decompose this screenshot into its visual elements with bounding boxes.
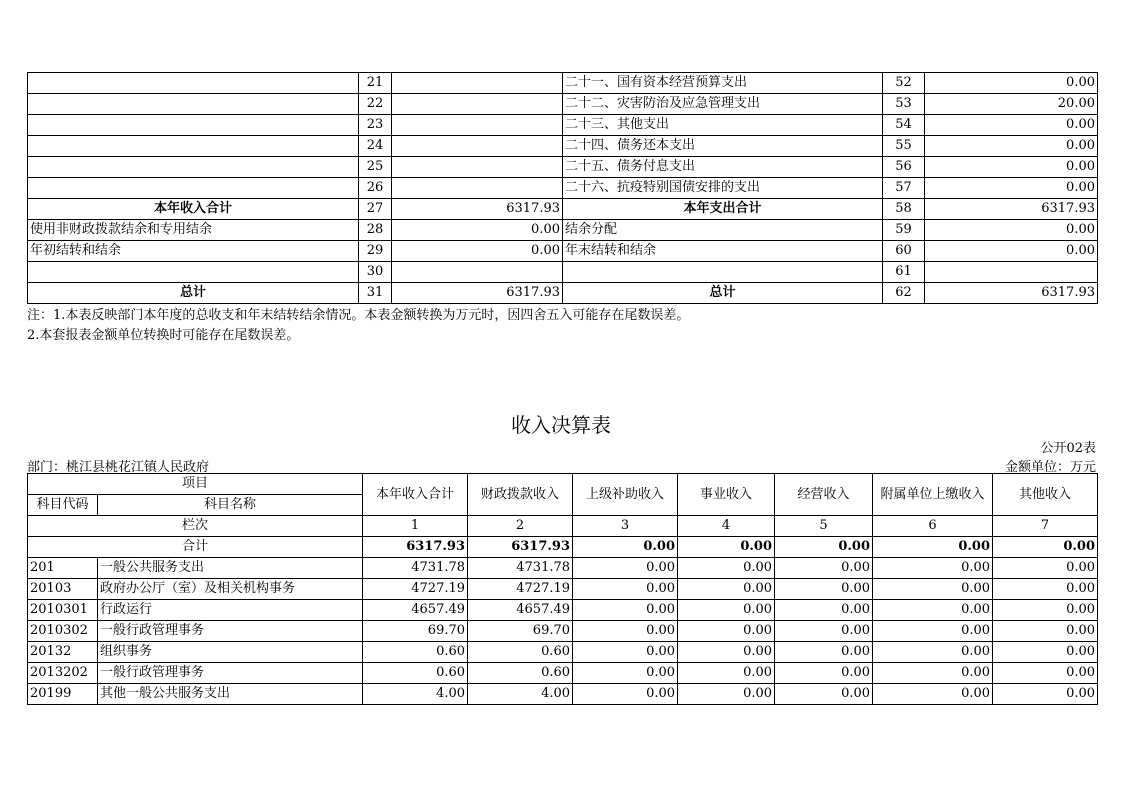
header-operating-income: 经营收入 [775,474,873,516]
expense-item-label: 二十五、债务付息支出 [563,157,883,178]
expense-amount: 20.00 [925,94,1098,115]
income-value: 0.00 [573,579,678,600]
income-table-body [28,558,1098,705]
note-line-2: 2.本套报表金额单位转换时可能存在尾数误差。 [27,328,300,343]
income-value: 0.00 [873,684,993,705]
header-business-income: 事业收入 [678,474,775,516]
col-number: 7 [993,516,1098,537]
income-value: 0.00 [775,642,873,663]
expense-amount: 0.00 [925,115,1098,136]
expense-line-number: 60 [883,241,925,262]
header-other-income: 其他收入 [993,474,1098,516]
income-value: 4.00 [363,684,468,705]
income-row [28,579,1098,600]
subject-code: 2010302 [28,621,98,642]
income-value: 0.00 [678,663,775,684]
expense-amount [925,262,1098,283]
summary-row [28,157,1098,178]
income-amount [392,136,563,157]
expense-amount: 0.00 [925,241,1098,262]
expense-amount: 6317.93 [925,283,1098,304]
subject-name: 一般行政管理事务 [98,621,363,642]
form-number: 公开02表 [1040,441,1096,456]
income-value: 0.00 [993,663,1098,684]
column-number-row [28,516,1098,537]
header-row-1 [28,474,1098,495]
income-value: 0.00 [873,600,993,621]
income-value: 0.00 [573,558,678,579]
subject-name: 一般公共服务支出 [98,558,363,579]
expense-item-label [563,262,883,283]
income-amount [392,94,563,115]
income-table [27,473,1098,705]
col-number: 2 [468,516,573,537]
expense-line-number: 62 [883,283,925,304]
summary-row [28,283,1098,304]
subject-name: 其他一般公共服务支出 [98,684,363,705]
income-line-number: 21 [359,73,392,94]
total-value: 6317.93 [363,537,468,558]
income-item-label: 总计 [28,283,359,304]
income-line-number: 23 [359,115,392,136]
total-value: 0.00 [993,537,1098,558]
income-value: 4731.78 [468,558,573,579]
total-value: 0.00 [775,537,873,558]
income-value: 0.60 [363,642,468,663]
total-value: 0.00 [678,537,775,558]
income-value: 0.00 [678,579,775,600]
summary-row [28,220,1098,241]
summary-row [28,199,1098,220]
expense-item-label: 二十四、债务还本支出 [563,136,883,157]
subject-name: 行政运行 [98,600,363,621]
income-value: 0.00 [993,684,1098,705]
header-item: 项目 [28,474,363,495]
income-line-number: 26 [359,178,392,199]
income-item-label [28,262,359,283]
header-code: 科目代码 [28,495,98,516]
income-row [28,642,1098,663]
expense-amount: 6317.93 [925,199,1098,220]
expense-item-label: 结余分配 [563,220,883,241]
income-value: 0.00 [873,642,993,663]
income-item-label [28,157,359,178]
header-fiscal-income: 财政拨款收入 [468,474,573,516]
income-value: 0.00 [775,558,873,579]
income-table-title: 收入决算表 [511,413,611,437]
income-value: 4727.19 [363,579,468,600]
income-amount: 6317.93 [392,199,563,220]
summary-table-body [28,73,1098,304]
income-value: 4731.78 [363,558,468,579]
income-value: 0.00 [573,621,678,642]
income-amount: 0.00 [392,241,563,262]
expense-line-number: 55 [883,136,925,157]
summary-row [28,115,1098,136]
income-value: 0.00 [993,642,1098,663]
income-line-number: 25 [359,157,392,178]
subject-name: 组织事务 [98,642,363,663]
header-name: 科目名称 [98,495,363,516]
income-amount [392,73,563,94]
income-value: 0.00 [573,663,678,684]
subject-code: 201 [28,558,98,579]
summary-row [28,241,1098,262]
expense-amount: 0.00 [925,136,1098,157]
summary-row [28,94,1098,115]
income-item-label [28,136,359,157]
income-value: 0.00 [873,663,993,684]
total-row [28,537,1098,558]
subject-code: 20103 [28,579,98,600]
total-value: 6317.93 [468,537,573,558]
line-label: 栏次 [28,516,363,537]
income-row [28,684,1098,705]
income-value: 0.60 [468,642,573,663]
expense-item-label: 二十一、国有资本经营预算支出 [563,73,883,94]
income-value: 0.60 [468,663,573,684]
income-value: 0.00 [775,600,873,621]
col-number: 4 [678,516,775,537]
subject-code: 2010301 [28,600,98,621]
summary-row [28,262,1098,283]
income-line-number: 30 [359,262,392,283]
total-value: 0.00 [873,537,993,558]
expense-line-number: 59 [883,220,925,241]
income-value: 0.00 [678,558,775,579]
col-number: 3 [573,516,678,537]
income-value: 0.00 [993,558,1098,579]
income-value: 0.60 [363,663,468,684]
income-value: 0.00 [573,642,678,663]
income-item-label: 本年收入合计 [28,199,359,220]
expense-line-number: 53 [883,94,925,115]
expense-item-label: 本年支出合计 [563,199,883,220]
income-value: 0.00 [678,642,775,663]
income-value: 0.00 [775,684,873,705]
col-number: 6 [873,516,993,537]
income-value: 4727.19 [468,579,573,600]
subject-code: 20132 [28,642,98,663]
expense-amount: 0.00 [925,73,1098,94]
subject-name: 政府办公厅（室）及相关机构事务 [98,579,363,600]
income-value: 0.00 [678,621,775,642]
income-amount [392,115,563,136]
expense-line-number: 54 [883,115,925,136]
income-value: 0.00 [775,663,873,684]
income-amount [392,157,563,178]
income-row [28,558,1098,579]
expense-line-number: 57 [883,178,925,199]
income-amount [392,262,563,283]
note-line-1: 注：1.本表反映部门本年度的总收支和年末结转结余情况。本表金额转换为万元时，因四舍五入可能存在尾数误差。 [27,308,690,323]
expense-amount: 0.00 [925,178,1098,199]
col-number: 1 [363,516,468,537]
income-row [28,600,1098,621]
header-total-income: 本年收入合计 [363,474,468,516]
expense-item-label: 二十三、其他支出 [563,115,883,136]
summary-table [27,72,1098,304]
income-row [28,663,1098,684]
income-row [28,621,1098,642]
income-value: 0.00 [775,579,873,600]
income-value: 69.70 [363,621,468,642]
income-value: 0.00 [873,558,993,579]
income-item-label [28,94,359,115]
income-value: 0.00 [573,684,678,705]
summary-row [28,73,1098,94]
income-item-label [28,115,359,136]
income-amount: 0.00 [392,220,563,241]
income-line-number: 24 [359,136,392,157]
income-value: 4657.49 [468,600,573,621]
income-item-label: 年初结转和结余 [28,241,359,262]
expense-line-number: 61 [883,262,925,283]
income-item-label: 使用非财政拨款结余和专用结余 [28,220,359,241]
expense-item-label: 二十六、抗疫特别国债安排的支出 [563,178,883,199]
income-value: 0.00 [678,600,775,621]
income-value: 0.00 [678,684,775,705]
income-value: 0.00 [993,621,1098,642]
expense-line-number: 52 [883,73,925,94]
income-line-number: 29 [359,241,392,262]
income-value: 69.70 [468,621,573,642]
income-value: 0.00 [775,621,873,642]
expense-amount: 0.00 [925,157,1098,178]
income-line-number: 28 [359,220,392,241]
summary-row [28,178,1098,199]
expense-amount: 0.00 [925,220,1098,241]
income-amount: 6317.93 [392,283,563,304]
income-item-label [28,73,359,94]
income-value: 0.00 [873,621,993,642]
expense-line-number: 58 [883,199,925,220]
expense-item-label: 二十二、灾害防治及应急管理支出 [563,94,883,115]
income-amount [392,178,563,199]
income-line-number: 27 [359,199,392,220]
total-value: 0.00 [573,537,678,558]
income-item-label [28,178,359,199]
amount-unit-label: 金额单位：万元 [1004,460,1096,475]
subject-code: 20199 [28,684,98,705]
subject-code: 2013202 [28,663,98,684]
expense-line-number: 56 [883,157,925,178]
income-value: 0.00 [873,579,993,600]
header-affiliated-income: 附属单位上缴收入 [873,474,993,516]
subject-name: 一般行政管理事务 [98,663,363,684]
summary-row [28,136,1098,157]
income-line-number: 31 [359,283,392,304]
col-number: 5 [775,516,873,537]
income-value: 4657.49 [363,600,468,621]
income-value: 0.00 [993,579,1098,600]
income-value: 0.00 [993,600,1098,621]
income-value: 0.00 [573,600,678,621]
header-upper-subsidy: 上级补助收入 [573,474,678,516]
income-value: 4.00 [468,684,573,705]
total-label: 合计 [28,537,363,558]
income-line-number: 22 [359,94,392,115]
expense-item-label: 年末结转和结余 [563,241,883,262]
expense-item-label: 总计 [563,283,883,304]
department-label: 部门：桃江县桃花江镇人民政府 [27,460,210,475]
